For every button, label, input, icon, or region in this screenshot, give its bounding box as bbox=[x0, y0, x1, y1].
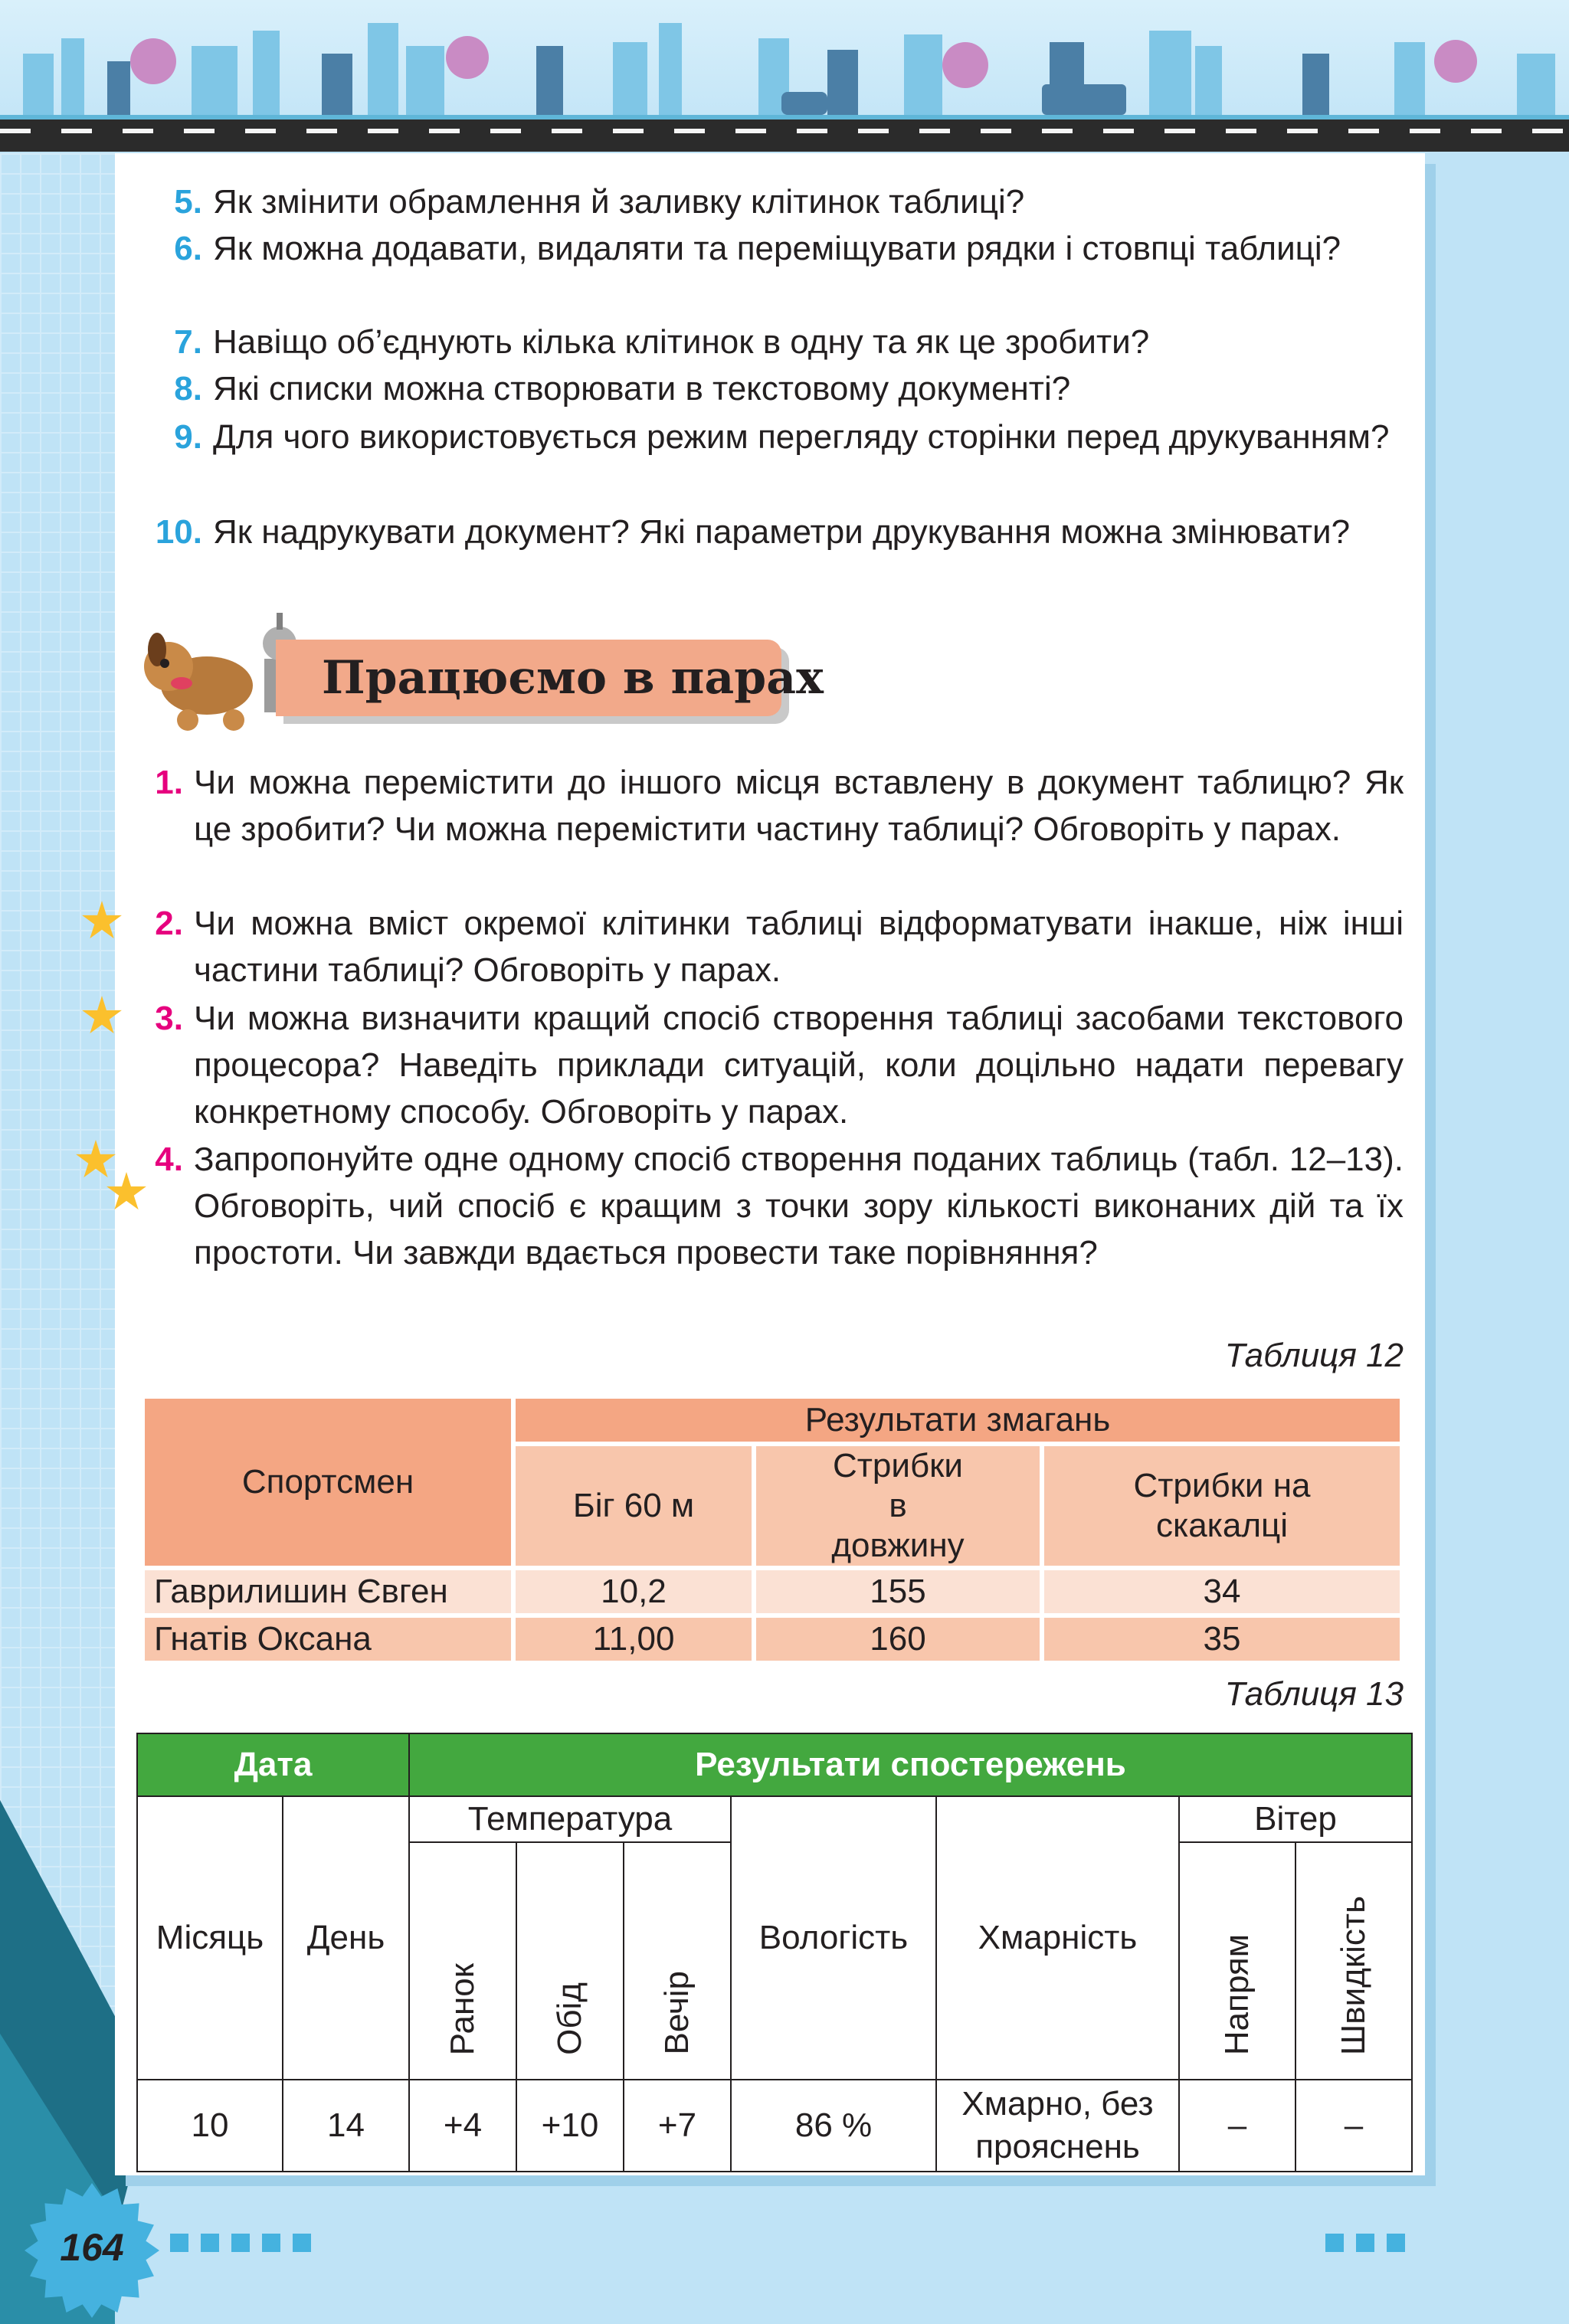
question-text: Які списки можна створювати в текстовому документі? bbox=[213, 370, 1071, 408]
task-text: Запропонуйте одне одному спосіб створення поданих таблиць (табл. 12–13). Обговоріть, чий спосіб є кращим з точки зору кількості виконаних дій та їх простоти. Чи завжди вдається провести таке порівняння? bbox=[194, 1141, 1404, 1272]
cell-cloudiness-text: Хмарно, без прояснень bbox=[961, 2085, 1154, 2165]
table-row bbox=[145, 1618, 1400, 1661]
question-text: Навіщо об’єднують кілька клітинок в одну та як це зробити? bbox=[213, 323, 1150, 361]
cell-wind-direction: – bbox=[1179, 2080, 1295, 2172]
question-number: 6. bbox=[174, 230, 202, 267]
task-text: Чи можна визначити кращий спосіб створення таблиці засобами текстового процесора? Наведіть приклади ситуацій, коли доцільно надати перевагу конкретному способу. Обговоріть у парах. bbox=[194, 1000, 1404, 1131]
task-item bbox=[155, 759, 1404, 853]
cell-morning: +4 bbox=[409, 2080, 516, 2172]
question-number: 8. bbox=[174, 370, 202, 408]
task-text: Чи можна вміст окремої клітинки таблиці відформатувати інакше, ніж інші частини таблиці? Обговоріть у парах. bbox=[194, 905, 1404, 989]
header-observations: Результати спостережень bbox=[409, 1733, 1412, 1796]
header-day: День bbox=[283, 1796, 409, 2080]
road-marking bbox=[0, 129, 1569, 133]
road-strip bbox=[0, 115, 1569, 152]
task-number: 1. bbox=[155, 764, 183, 801]
cell-month: 10 bbox=[137, 2080, 283, 2172]
question-text: Як змінити обрамлення й заливку клітинок таблиці? bbox=[213, 183, 1025, 221]
section-title: Працюємо в парах bbox=[322, 651, 824, 705]
cell-evening: +7 bbox=[624, 2080, 731, 2172]
header-month: Місяць bbox=[137, 1796, 283, 2080]
table-row bbox=[137, 2080, 1412, 2172]
header-morning bbox=[409, 1842, 516, 2080]
table-row bbox=[145, 1570, 1400, 1613]
cell-day: 14 bbox=[283, 2080, 409, 2172]
question-item bbox=[174, 365, 1404, 412]
cell-long-jump: 160 bbox=[756, 1618, 1040, 1661]
subheader-run: Біг 60 м bbox=[516, 1446, 752, 1566]
question-item bbox=[174, 178, 1404, 225]
header-evening-label: Вечір bbox=[658, 1971, 696, 2055]
header-humidity: Вологість bbox=[731, 1796, 936, 2080]
question-item bbox=[174, 414, 1404, 460]
header-cloudiness: Хмарність bbox=[936, 1796, 1179, 2080]
decorative-square bbox=[293, 2234, 311, 2252]
subheader-long-jump-label: Стрибки в довжину bbox=[831, 1447, 965, 1564]
cell-noon: +10 bbox=[516, 2080, 624, 2172]
table-12 bbox=[140, 1394, 1404, 1665]
subheader-rope bbox=[1044, 1446, 1400, 1566]
cell-wind-speed: – bbox=[1295, 2080, 1412, 2172]
decorative-square bbox=[1356, 2234, 1374, 2252]
header-results: Результати змагань bbox=[516, 1399, 1400, 1442]
cell-long-jump: 155 bbox=[756, 1570, 1040, 1613]
header-wind-speed bbox=[1295, 1842, 1412, 2080]
cell-cloudiness bbox=[936, 2080, 1179, 2172]
decorative-square bbox=[201, 2234, 219, 2252]
cell-rope: 34 bbox=[1044, 1570, 1400, 1613]
cell-name: Гнатів Оксана bbox=[145, 1618, 511, 1661]
task-number: 3. bbox=[155, 1000, 183, 1037]
header-evening bbox=[624, 1842, 731, 2080]
question-text: Для чого використовується режим перегляду сторінки перед друкуванням? bbox=[213, 418, 1390, 456]
cell-run: 11,00 bbox=[516, 1618, 752, 1661]
task-text: Чи можна перемістити до іншого місця вставлену в документ таблицю? Як це зробити? Чи можна перемістити частину таблиці? Обговоріть у парах. bbox=[194, 764, 1404, 848]
task-item bbox=[155, 995, 1404, 1135]
task-item bbox=[155, 900, 1404, 993]
cell-name: Гаврилишин Євген bbox=[145, 1570, 511, 1613]
cell-rope: 35 bbox=[1044, 1618, 1400, 1661]
table13-caption: Таблиця 13 bbox=[1224, 1675, 1404, 1713]
header-wind-direction-label: Напрям bbox=[1218, 1933, 1256, 2055]
question-number: 9. bbox=[174, 418, 202, 456]
header-athlete: Спортсмен bbox=[145, 1399, 511, 1566]
header-wind: Вітер bbox=[1179, 1796, 1412, 1842]
question-text: Як можна додавати, видаляти та переміщувати рядки і стовпці таблиці? bbox=[213, 230, 1341, 267]
cell-run: 10,2 bbox=[516, 1570, 752, 1613]
question-text: Як надрукувати документ? Які параметри друкування можна змінювати? bbox=[213, 513, 1351, 551]
table-13 bbox=[136, 1733, 1413, 2172]
question-item bbox=[174, 319, 1404, 365]
question-item bbox=[174, 225, 1404, 272]
question-number: 7. bbox=[174, 323, 202, 361]
header-temperature: Температура bbox=[409, 1796, 731, 1842]
task-number: 4. bbox=[155, 1141, 183, 1178]
subheader-long-jump bbox=[756, 1446, 1040, 1566]
question-item bbox=[155, 509, 1404, 555]
header-wind-speed-label: Швидкість bbox=[1335, 1895, 1372, 2055]
task-item bbox=[155, 1136, 1404, 1276]
task-number: 2. bbox=[155, 905, 183, 942]
decorative-square bbox=[1387, 2234, 1405, 2252]
cell-humidity: 86 % bbox=[731, 2080, 936, 2172]
page-number: 164 bbox=[60, 2226, 124, 2269]
decorative-square bbox=[262, 2234, 280, 2252]
question-number: 5. bbox=[174, 183, 202, 221]
question-number: 10. bbox=[155, 513, 202, 551]
header-noon-label: Обід bbox=[551, 1982, 588, 2055]
decorative-square bbox=[170, 2234, 188, 2252]
decorative-square bbox=[1325, 2234, 1344, 2252]
subheader-rope-label: Стрибки на скакалці bbox=[1133, 1467, 1311, 1544]
header-morning-label: Ранок bbox=[444, 1962, 481, 2055]
decorative-square bbox=[231, 2234, 250, 2252]
skyline-illustration bbox=[0, 0, 1569, 115]
header-date: Дата bbox=[137, 1733, 409, 1796]
header-noon bbox=[516, 1842, 624, 2080]
table12-caption: Таблиця 12 bbox=[1224, 1337, 1404, 1374]
header-wind-direction bbox=[1179, 1842, 1295, 2080]
